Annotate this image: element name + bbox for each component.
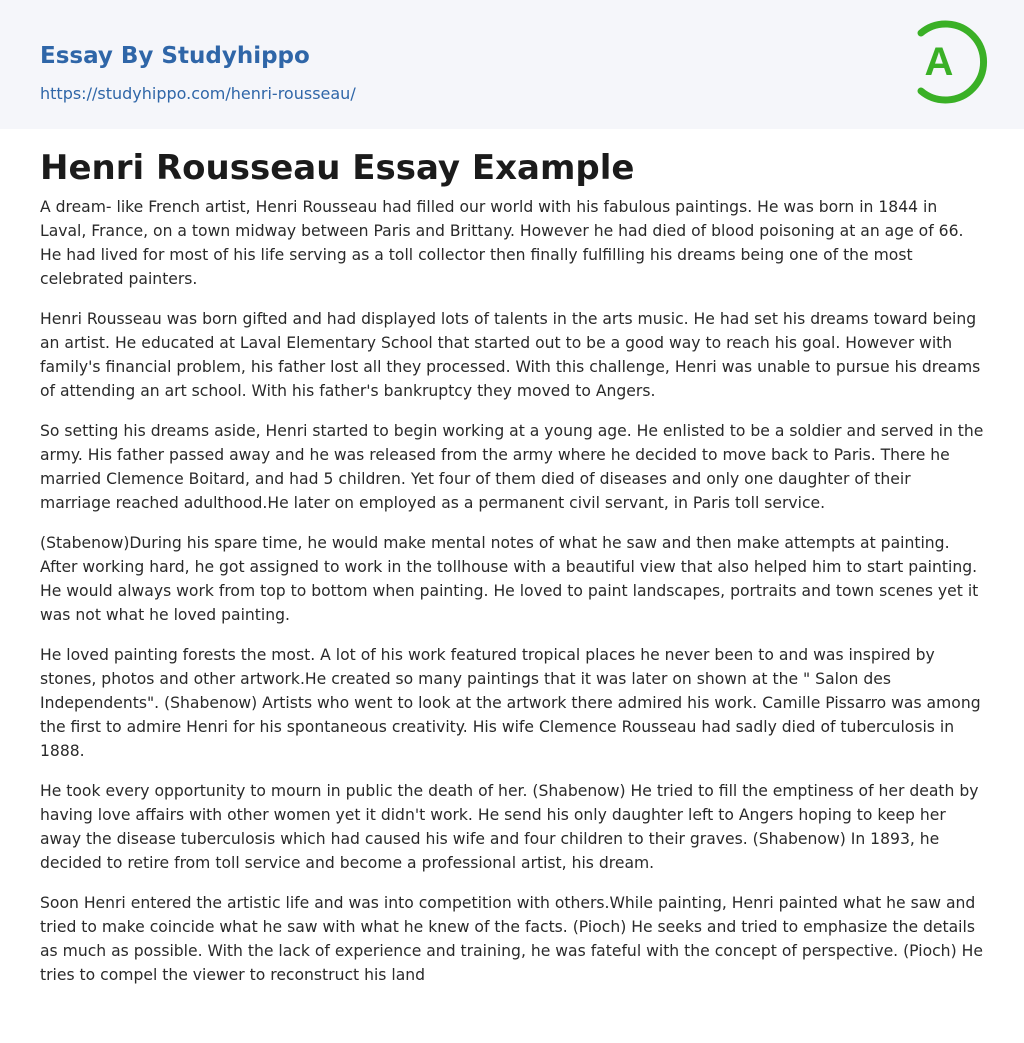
paragraph: Henri Rousseau was born gifted and had displayed lots of talents in the arts music. He had set his dreams toward being an artist. He educated at Laval Elementary School that started out to be a good way to reach his goal. However with family's financial problem, his father lost all they processed. With this challenge, Henri was unable to pursue his dreams of attending an art school. With his father's bankruptcy they moved to Angers.	[40, 310, 981, 400]
site-header	[0, 0, 1024, 129]
brand-title: Essay By Studyhippo	[40, 43, 310, 69]
source-url-link[interactable]: https://studyhippo.com/henri-rousseau/	[40, 84, 356, 103]
page-title: Henri Rousseau Essay Example	[40, 148, 635, 188]
paragraph: Soon Henri entered the artistic life and was into competition with others.While painting, Henri painted what he saw and tried to make coincide what he saw with what he knew of the facts. (Pioch) He seeks and tried to emphasize the details as much as possible. With the lack of experience and training, he was fateful with the concept of perspective. (Pioch) He tries to compel the viewer to reconstruct his land	[40, 894, 983, 984]
paragraph: He took every opportunity to mourn in public the death of her. (Shabenow) He tried to fill the emptiness of her death by having love affairs with other women yet it didn't work. He send his only daughter left to Angers hoping to keep her away the disease tuberculosis which had caused his wife and four children to their graves. (Shabenow) In 1893, he decided to retire from toll service and become a professional artist, his dream.	[40, 782, 979, 872]
paragraph: (Stabenow)During his spare time, he would make mental notes of what he saw and then make attempts at painting. After working hard, he got assigned to work in the tollhouse with a beautiful view that also helped him to start painting. He would always work from top to bottom when painting. He loved to paint landscapes, portraits and town scenes yet it was not what he loved painting.	[40, 534, 979, 624]
article-body	[40, 195, 984, 987]
paragraph: So setting his dreams aside, Henri started to begin working at a young age. He enlisted to be a soldier and served in the army. His father passed away and he was released from the army where he decided to move back to Paris. There he married Clemence Boitard, and had 5 children. Yet four of them died of diseases and only one daughter of their marriage reached adulthood.He later on employed as a permanent civil servant, in Paris toll service.	[40, 422, 984, 512]
paragraph: A dream- like French artist, Henri Rousseau had filled our world with his fabulous paintings. He was born in 1844 in Laval, France, on a town midway between Paris and Brittany. However he had died of blood poisoning at an age of 66. He had lived for most of his life serving as a toll collector then finally fulfilling his dreams being one of the most celebrated painters.	[40, 198, 964, 288]
logo-letter: A	[924, 40, 954, 84]
studyhippo-logo-icon[interactable]	[905, 17, 991, 107]
paragraph: He loved painting forests the most. A lot of his work featured tropical places he never been to and was inspired by stones, photos and other artwork.He created so many paintings that it was later on shown at the " Salon des Independents". (Shabenow) Artists who went to look at the artwork there admired his work. Camille Pissarro was among the first to admire Henri for his spontaneous creativity. His wife Clemence Rousseau had sadly died of tuberculosis in 1888.	[40, 646, 981, 760]
article	[40, 147, 984, 1003]
